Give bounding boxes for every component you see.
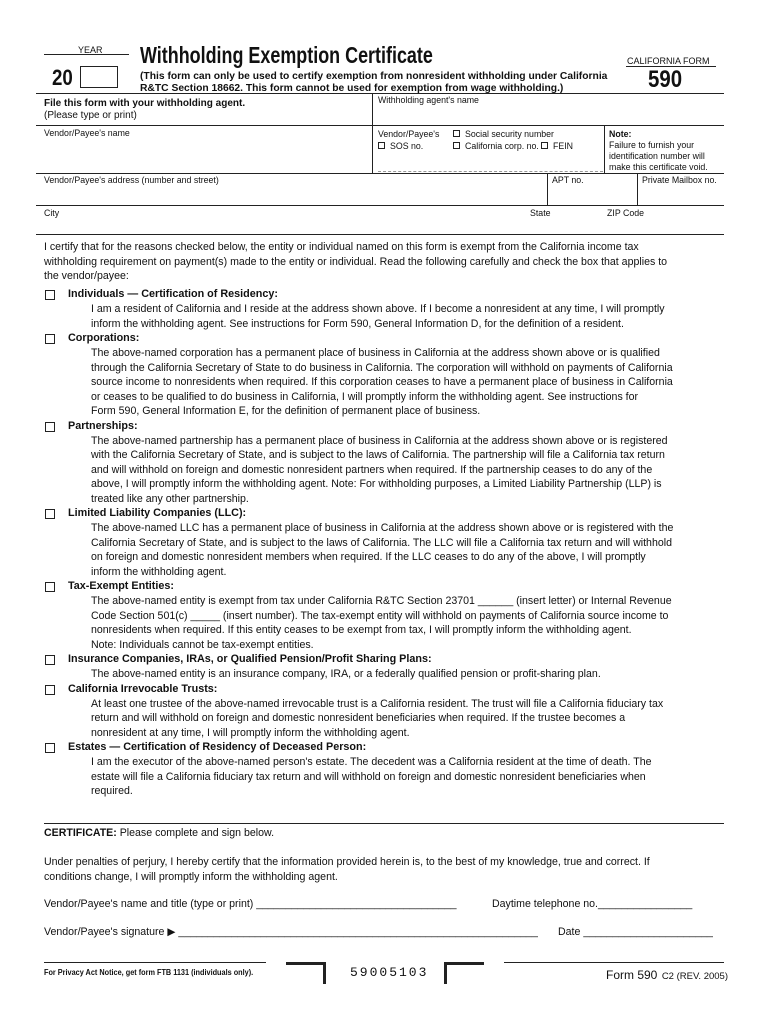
exemption-body-line: on foreign and domestic nonresident members when required. If the LLC ceases to do any of the above, I will promptly xyxy=(91,551,646,563)
signature-field[interactable]: Vendor/Payee's signature ▶ _____________________________________________________________ xyxy=(44,926,538,938)
city-label: City xyxy=(44,208,60,218)
address-field[interactable] xyxy=(44,186,544,204)
exemption-body xyxy=(91,302,734,331)
date-field[interactable]: Date ______________________ xyxy=(558,926,713,938)
form-subtitle: (This form can only be used to certify exemption from nonresident withholding under California R&TC Section 18662. This form cannot be used for exemption from wage withholding.) xyxy=(140,71,608,94)
exemption-body-line: I am the executor of the above-named person's estate. The decedent was a California resident at the time of death. The xyxy=(91,756,652,768)
state-label: State xyxy=(530,208,551,218)
ssn-label: Social security number xyxy=(465,129,554,139)
address-label: Vendor/Payee's address (number and street) xyxy=(44,175,219,185)
exemption-body-line: above, I will promptly inform the withholding agent. Note: For withholding purposes, a Limited Liability Partnership (LLP) is xyxy=(91,478,662,490)
exemption-title: Corporations: xyxy=(68,332,140,344)
exemption-body-line: source income to nonresidents when required. If this corporation ceases to have a permanent place of business in California xyxy=(91,376,673,388)
year-input[interactable] xyxy=(80,66,118,88)
fein-checkbox[interactable] xyxy=(541,142,548,149)
exemption-body-line: I am a resident of California and I reside at the address shown above. If I become a nonresident at any time, I will promptly xyxy=(91,303,665,315)
apt-label: APT no. xyxy=(552,175,584,185)
exemption-body-line: The above-named entity is exempt from tax under California R&TC Section 23701 ______ (insert letter) or Internal Revenue xyxy=(91,595,672,607)
exemption-checkbox[interactable] xyxy=(45,422,55,432)
exemption-body-line: with the California Secretary of State, and is subject to the laws of California. The partnership will file a California tax return xyxy=(91,449,665,461)
exemption-body xyxy=(91,346,734,419)
exemption-checkbox[interactable] xyxy=(45,334,55,344)
exemption-body-line: Form 590, General Information E, for the definition of permanent place of business. xyxy=(91,405,481,417)
exemption-checkbox[interactable] xyxy=(45,655,55,665)
exemption-checkbox[interactable] xyxy=(45,509,55,519)
exemption-body-line: return and will withhold on foreign and domestic nonresident beneficiaries when required. If the trustee becomes a xyxy=(91,712,626,724)
exemption-section xyxy=(44,331,734,419)
exemption-body xyxy=(91,697,734,741)
exemption-title: Individuals — Certification of Residency: xyxy=(68,288,278,300)
id-note: Note: Failure to furnish your identification number will make this certificate void. xyxy=(609,129,708,172)
exemption-body-line: inform the withholding agent. See instructions for Form 590, General Information D, for the definition of a resident. xyxy=(91,317,624,330)
exemption-section xyxy=(44,287,734,331)
exemption-title: California Irrevocable Trusts: xyxy=(68,682,218,695)
form-footer-label: Form 590 C2 (REV. 2005) xyxy=(606,968,728,982)
exemption-body-line: nonresident at any time, I will promptly inform the withholding agent. xyxy=(91,726,410,739)
exemption-body-line: inform the withholding agent. xyxy=(91,565,227,578)
exemption-body xyxy=(91,434,734,507)
vendor-payees-label: Vendor/Payee's xyxy=(378,129,440,139)
certify-paragraph: I certify that for the reasons checked below, the entity or individual named on this form is exempt from the California income tax withholding requirement on payment(s) made to the entity or individual. Read the following carefully and check the box that applies to the vendor/payee: xyxy=(44,241,668,282)
exemption-section xyxy=(44,419,734,507)
exemption-body-line: required. xyxy=(91,785,133,797)
exemption-body-line: Note: Individuals cannot be tax-exempt entities. xyxy=(91,638,314,651)
exemption-body xyxy=(91,594,734,652)
exemption-title: Limited Liability Companies (LLC): xyxy=(68,507,247,519)
certificate-heading: CERTIFICATE: Please complete and sign below. xyxy=(44,827,275,839)
vendor-name-field[interactable] xyxy=(44,140,369,170)
form-number: 590 xyxy=(648,66,683,93)
exemption-body-line: At least one trustee of the above-named irrevocable trust is a California resident. The trust will file a California fiduciary tax xyxy=(91,697,664,710)
ca-corp-checkbox[interactable] xyxy=(453,142,460,149)
exemption-section xyxy=(44,652,734,682)
exemption-body-line: The above-named entity is an insurance company, IRA, or a federally qualified pension or profit-sharing plan. xyxy=(91,668,601,680)
exemption-section xyxy=(44,682,734,741)
exemption-body-line: and will withhold on foreign and domestic nonresident partners when required. If the partnership ceases to do any of the xyxy=(91,463,653,476)
ssn-checkbox[interactable] xyxy=(453,130,460,137)
exemption-body-line: through the California Secretary of State to do business in California. The corporation will withhold on payments of California xyxy=(91,361,673,374)
file-instruction: File this form with your withholding agent. xyxy=(44,98,246,109)
form-code: 59005103 xyxy=(350,965,429,980)
agent-name-field[interactable] xyxy=(373,106,723,124)
perjury-statement: Under penalties of perjury, I hereby certify that the information provided herein is, to the best of my knowledge, true and correct. If conditions change, I will promptly inform the withholding agent. xyxy=(44,856,650,883)
agent-name-label: Withholding agent's name xyxy=(378,95,479,105)
exemption-body-line: The above-named corporation has a permanent place of business in California at the address shown above or is qualified xyxy=(91,347,660,359)
exemption-section xyxy=(44,579,734,652)
vendor-name-label: Vendor/Payee's name xyxy=(44,128,130,138)
exemption-checkbox[interactable] xyxy=(45,743,55,753)
exemption-body-line: The above-named LLC has a permanent place of business in California at the address shown above or is registered with the xyxy=(91,522,674,534)
exemption-body-line: The above-named partnership has a permanent place of business in California at the address shown above or is registered xyxy=(91,434,668,447)
exemption-title: Estates — Certification of Residency of Deceased Person: xyxy=(68,741,367,753)
name-title-field[interactable]: Vendor/Payee's name and title (type or print) __________________________________ xyxy=(44,898,457,910)
exemption-body-line: estate will file a California fiduciary tax return and will withhold on foreign and domestic nonresident beneficiaries when xyxy=(91,770,646,783)
california-form-label: CALIFORNIA FORM xyxy=(627,56,710,66)
exemption-section xyxy=(44,506,734,579)
exemption-body-line: treated like any other partnership. xyxy=(91,492,249,505)
exemption-body xyxy=(91,521,734,579)
exemption-section xyxy=(44,740,734,799)
exemption-body-line: Code Section 501(c) _____ (insert number). The tax-exempt entity will withhold on payments of California source income to xyxy=(91,609,669,622)
corner-mark-right xyxy=(444,962,484,984)
exemption-body-line: California Secretary of State, and is subject to the laws of California. The LLC will file a California tax return and will withhold xyxy=(91,536,672,549)
mailbox-label: Private Mailbox no. xyxy=(642,175,717,185)
zip-label: ZIP Code xyxy=(607,208,645,218)
exemption-sections xyxy=(44,287,734,799)
exemption-title: Partnerships: xyxy=(68,419,138,432)
exemption-checkbox[interactable] xyxy=(45,290,55,300)
exemption-body xyxy=(91,667,734,682)
exemption-title: Insurance Companies, IRAs, or Qualified Pension/Profit Sharing Plans: xyxy=(68,653,432,665)
exemption-title: Tax-Exempt Entities: xyxy=(68,580,174,592)
corner-mark-left xyxy=(286,962,326,984)
exemption-checkbox[interactable] xyxy=(45,685,55,695)
exemption-body xyxy=(91,755,734,799)
exemption-body-line: nonresidents when required. If this entity ceases to be exempt from tax, I will promptly inform the withholding agent. xyxy=(91,624,632,636)
year-prefix: 20 xyxy=(52,65,73,90)
id-number-field[interactable] xyxy=(378,158,603,172)
phone-field[interactable]: Daytime telephone no.________________ xyxy=(492,898,693,910)
ca-corp-label: California corp. no. xyxy=(465,141,539,151)
sos-checkbox[interactable] xyxy=(378,142,385,149)
sos-label: SOS no. xyxy=(390,141,424,151)
fein-label: FEIN xyxy=(553,141,574,151)
exemption-checkbox[interactable] xyxy=(45,582,55,592)
year-label: YEAR xyxy=(78,45,103,55)
exemption-body-line: or ceases to be qualified to do business in California, I will promptly inform the withholding agent. See instructions for xyxy=(91,390,639,403)
type-or-print: (Please type or print) xyxy=(44,110,137,121)
form-title: Withholding Exemption Certificate xyxy=(140,42,433,68)
privacy-notice: For Privacy Act Notice, get form FTB 1131 (individuals only). xyxy=(44,967,254,977)
